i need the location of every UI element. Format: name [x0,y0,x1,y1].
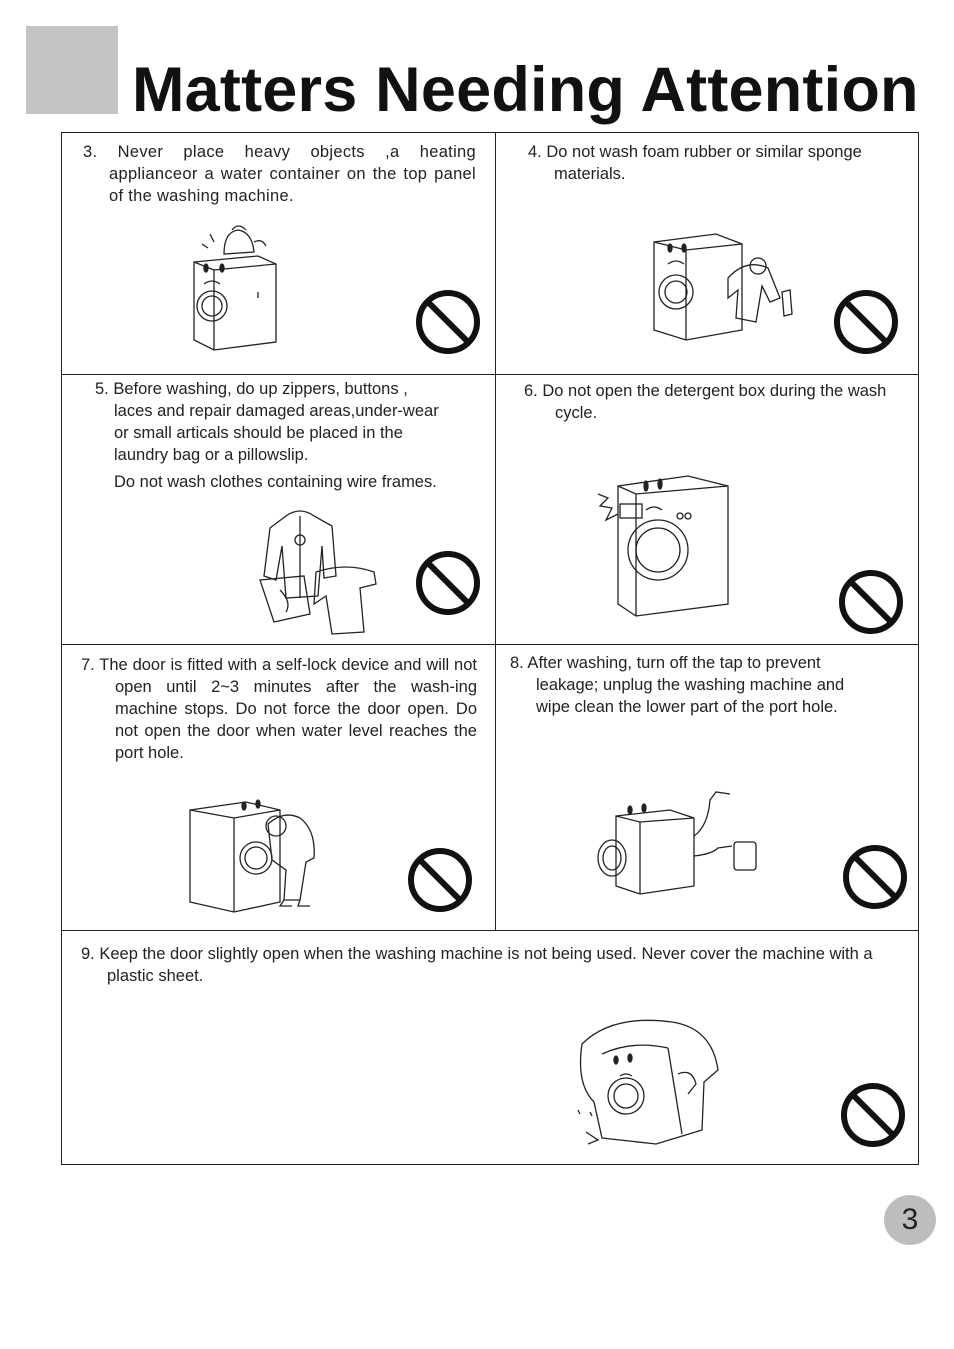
title-block [26,26,118,114]
item-4-text: 4. Do not wash foam rubber or similar sponge materials. [528,143,862,183]
shirt-and-clothes-illustration [256,506,384,638]
item-6 [524,380,894,424]
item-9-text: 9. Keep the door slightly open when the washing machine is not being used. Never cover the machine with a plastic sheet. [81,945,873,985]
no-sign-icon [406,846,474,914]
no-sign-icon [841,843,909,911]
person-forcing-door-illustration [188,796,328,916]
item-4 [528,141,908,185]
washer-tap-plug-illustration [592,786,762,900]
no-sign-icon [837,568,905,636]
item-3 [83,141,476,207]
item-8 [510,652,882,718]
row-divider [62,374,918,375]
item-5-extra: Do not wash clothes containing wire frames. [114,473,437,491]
row-divider [62,930,918,931]
no-sign-icon [839,1081,907,1149]
no-sign-icon [414,549,482,617]
washer-detergent-box-illustration [596,470,736,620]
item-6-text: 6. Do not open the detergent box during the wash cycle. [524,382,887,422]
column-divider [495,133,496,930]
item-7-text: 7. The door is fitted with a self-lock device and will not open until 2~3 minutes after the wash-ing machine stops. Do not force the door open. Do not open the door when water level reaches the port hole. [81,656,477,762]
item-8-text: 8. After washing, turn off the tap to prevent leakage; unplug the washing machine and wipe clean the lower part of the port hole. [510,654,845,716]
no-sign-icon [832,288,900,356]
row-divider [62,644,918,645]
washer-with-sponge-clothes-illustration [650,228,800,344]
washer-with-kettle-illustration [188,222,284,354]
page-title: Matters Needing Attention [132,55,919,125]
covered-washer-illustration [572,1014,722,1148]
item-5 [95,378,443,493]
no-sign-icon [414,288,482,356]
item-5-text: 5. Before washing, do up zippers, buttons , laces and repair damaged areas,under-wear or small articals should be placed in the laundry bag or a pillowslip. [95,380,439,464]
page-number: 3 [884,1195,936,1245]
item-7 [81,654,477,764]
item-9 [81,943,881,987]
item-3-text: 3. Never place heavy objects ,a heating applianceor a water container on the top panel of the washing machine. [83,143,476,205]
